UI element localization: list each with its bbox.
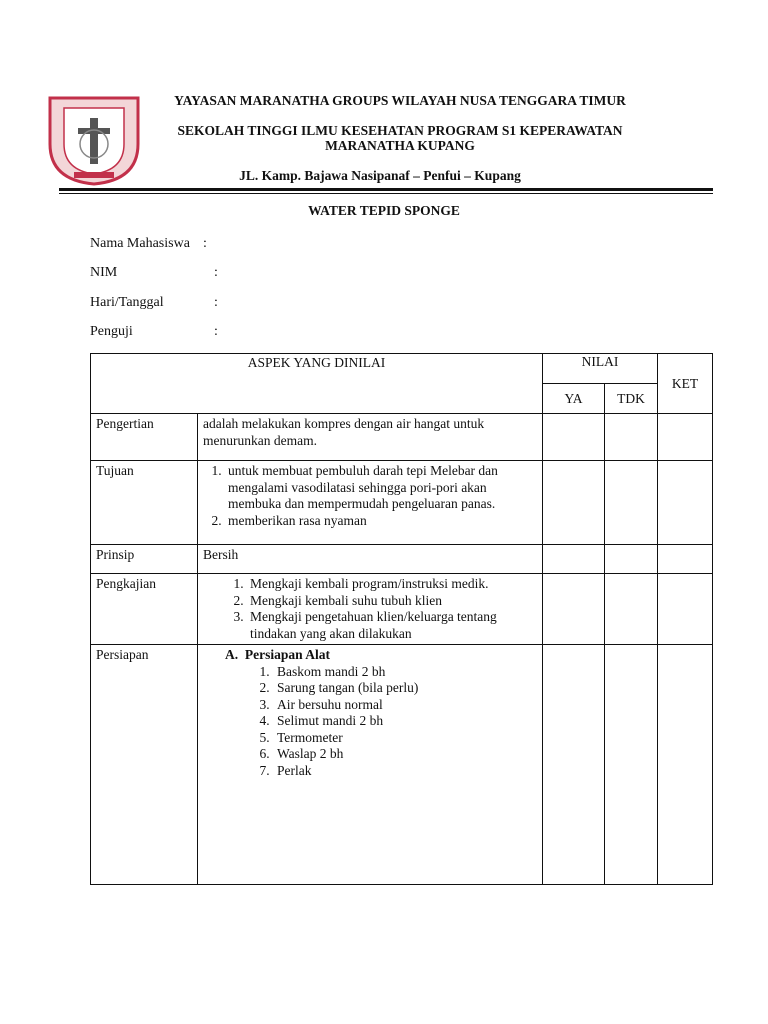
row-pengertian — [91, 414, 713, 461]
list-item: 5. Termometer — [273, 730, 537, 747]
document-title: WATER TEPID SPONGE — [308, 203, 460, 218]
list-item: 1. untuk membuat pembuluh darah tepi Melebar dan mengalami vasodilatasi sehingga pori-pori akan membuka dan mempermudah pengeluaran panas. — [225, 463, 537, 513]
institution-logo — [46, 94, 142, 186]
field-penguji-colon: : — [214, 324, 218, 339]
row-content — [198, 461, 543, 545]
field-nim-colon: : — [214, 265, 218, 280]
ket-cell[interactable] — [658, 574, 713, 645]
ya-cell[interactable] — [543, 645, 605, 885]
list-item: 7. Perlak — [273, 763, 537, 780]
ya-cell[interactable] — [543, 545, 605, 574]
field-tanggal-colon: : — [214, 295, 218, 310]
row-pengkajian — [91, 574, 713, 645]
ket-cell[interactable] — [658, 461, 713, 545]
list-item: 1. Baskom mandi 2 bh — [273, 664, 537, 681]
row-prinsip — [91, 545, 713, 574]
tdk-cell[interactable] — [605, 461, 658, 545]
ya-cell[interactable] — [543, 574, 605, 645]
field-nama-label: Nama Mahasiswa — [90, 236, 190, 251]
ket-cell[interactable] — [658, 414, 713, 461]
row-content: Bersih — [198, 545, 543, 574]
header-rule-thin — [59, 193, 713, 194]
header-ket: KET — [658, 354, 713, 414]
row-content — [198, 574, 543, 645]
row-label: Pengertian — [91, 414, 198, 461]
header-nilai: NILAI — [543, 354, 658, 384]
header-rule-thick — [59, 188, 713, 191]
ya-cell[interactable] — [543, 414, 605, 461]
header-tdk: TDK — [605, 384, 658, 414]
tdk-cell[interactable] — [605, 574, 658, 645]
tdk-cell[interactable] — [605, 545, 658, 574]
list-item: 3. Air bersuhu normal — [273, 697, 537, 714]
header-aspek: ASPEK YANG DINILAI — [91, 354, 543, 414]
list-item: 2. Mengkaji kembali suhu tubuh klien — [247, 593, 537, 610]
row-label: Prinsip — [91, 545, 198, 574]
list-item: 3. Mengkaji pengetahuan klien/keluarga tentang tindakan yang akan dilakukan — [247, 609, 537, 642]
tdk-cell[interactable] — [605, 414, 658, 461]
header-ya: YA — [543, 384, 605, 414]
field-tanggal-label: Hari/Tanggal — [90, 295, 164, 310]
row-persiapan — [91, 645, 713, 885]
assessment-table — [90, 353, 713, 885]
list-item: 2. memberikan rasa nyaman — [225, 513, 537, 530]
field-penguji-label: Penguji — [90, 324, 133, 339]
row-tujuan — [91, 461, 713, 545]
section-title: Persiapan Alat — [244, 647, 331, 662]
row-label: Tujuan — [91, 461, 198, 545]
row-label: Persiapan — [91, 645, 198, 885]
list-item: 1. Mengkaji kembali program/instruksi medik. — [247, 576, 537, 593]
section-marker: A. — [225, 647, 239, 662]
school-name-line2: MARANATHA KUPANG — [325, 138, 475, 153]
foundation-name: YAYASAN MARANATHA GROUPS WILAYAH NUSA TENGGARA TIMUR — [174, 93, 626, 108]
row-label: Pengkajian — [91, 574, 198, 645]
ya-cell[interactable] — [543, 461, 605, 545]
row-content: adalah melakukan kompres dengan air hangat untuk menurunkan demam. — [198, 414, 543, 461]
field-nama-colon: : — [203, 236, 207, 251]
section-heading — [203, 647, 537, 664]
list-item: 2. Sarung tangan (bila perlu) — [273, 680, 537, 697]
list-item: 6. Waslap 2 bh — [273, 746, 537, 763]
school-address: JL. Kamp. Bajawa Nasipanaf – Penfui – Kupang — [239, 168, 521, 183]
tdk-cell[interactable] — [605, 645, 658, 885]
field-nim-label: NIM — [90, 265, 118, 280]
ket-cell[interactable] — [658, 545, 713, 574]
school-name-line1: SEKOLAH TINGGI ILMU KESEHATAN PROGRAM S1 KEPERAWATAN — [177, 123, 623, 138]
list-item: 4. Selimut mandi 2 bh — [273, 713, 537, 730]
row-content — [198, 645, 543, 885]
ket-cell[interactable] — [658, 645, 713, 885]
